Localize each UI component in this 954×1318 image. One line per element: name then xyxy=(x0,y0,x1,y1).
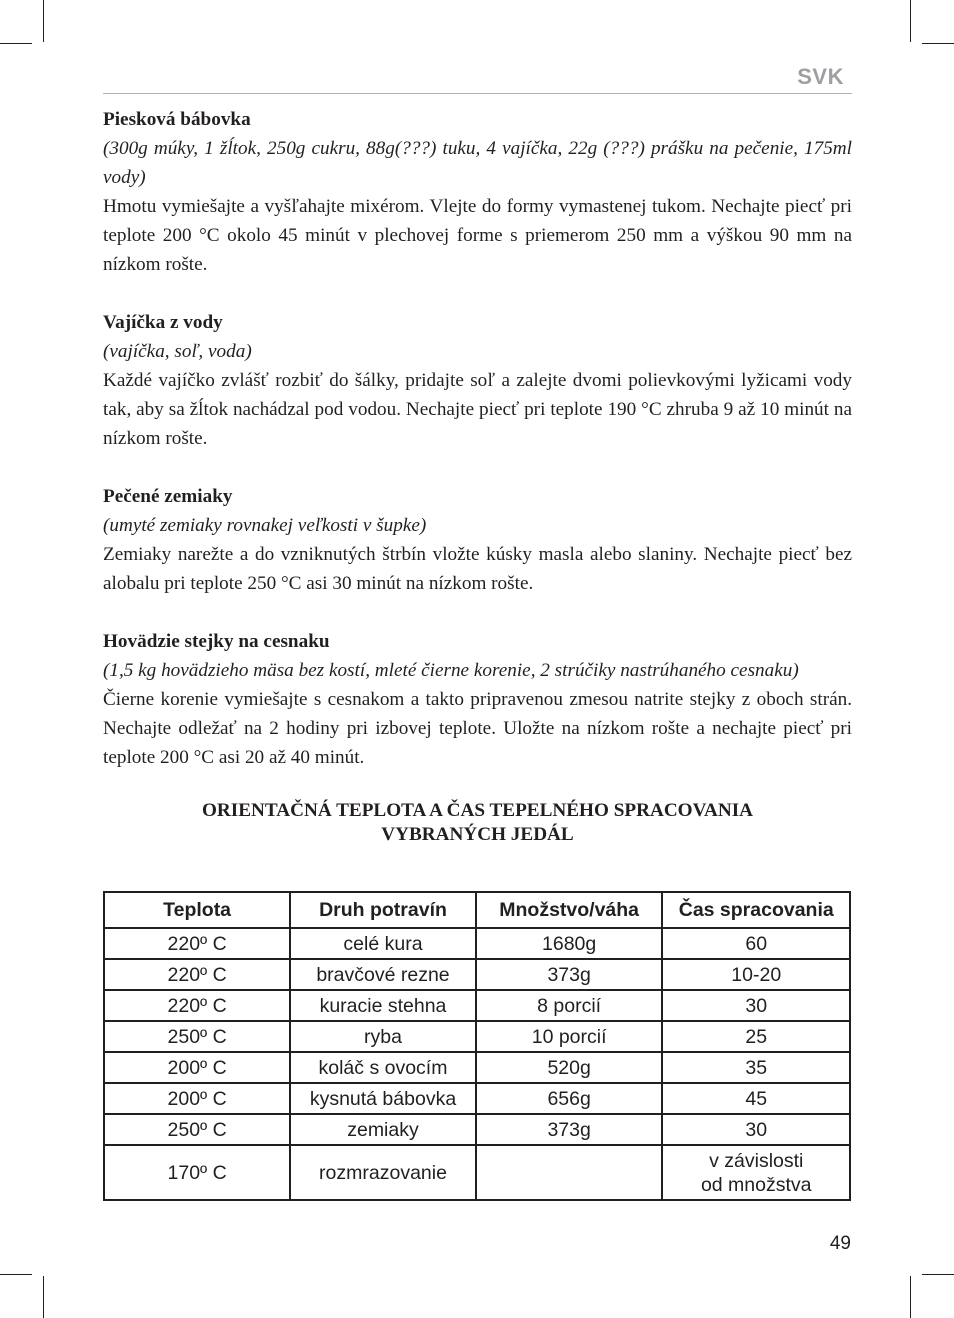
table-row xyxy=(104,959,850,990)
table-header-row xyxy=(104,892,850,928)
recipe-ingredients: (vajíčka, soľ, voda) xyxy=(103,341,252,362)
cell-food-type: bravčové rezne xyxy=(290,959,476,990)
crop-mark xyxy=(922,1274,954,1275)
crop-mark xyxy=(0,1274,32,1275)
cell-temperature: 170º C xyxy=(104,1145,290,1200)
header-divider xyxy=(103,93,852,94)
recipe-title: Hovädzie stejky na cesnaku xyxy=(103,631,330,652)
cell-temperature: 250º C xyxy=(104,1021,290,1052)
cell-quantity: 520g xyxy=(476,1052,663,1083)
header-quantity: Množstvo/váha xyxy=(476,892,663,928)
cell-time: 45 xyxy=(662,1083,850,1114)
recipe-ingredients: (300g múky, 1 žĺtok, 250g cukru, 88g(???) tuku, 4 vajíčka, 22g (???) prášku na pečenie, 175ml vody) xyxy=(103,138,852,188)
cell-time: 60 xyxy=(662,928,850,959)
table-row xyxy=(104,1145,850,1200)
cell-food-type: koláč s ovocím xyxy=(290,1052,476,1083)
crop-mark xyxy=(43,1276,44,1318)
recipe xyxy=(103,308,852,453)
recipes-section xyxy=(103,105,852,801)
table-row xyxy=(104,928,850,959)
cell-time: 30 xyxy=(662,990,850,1021)
cell-time: 35 xyxy=(662,1052,850,1083)
cell-time: 10-20 xyxy=(662,959,850,990)
crop-mark xyxy=(43,0,44,42)
recipe-ingredients: (1,5 kg hovädzieho mäsa bez kostí, mleté čierne korenie, 2 strúčiky nastrúhaného cesnaku) xyxy=(103,660,799,681)
recipe xyxy=(103,482,852,598)
cell-time: 25 xyxy=(662,1021,850,1052)
cooking-times-table xyxy=(103,891,851,1201)
cell-temperature: 200º C xyxy=(104,1083,290,1114)
table-title xyxy=(103,799,852,847)
recipe xyxy=(103,105,852,279)
recipe-instructions: Hmotu vymiešajte a vyšľahajte mixérom. Vlejte do formy vymastenej tukom. Nechajte piecť pri teplote 200 °C okolo 45 minút v plechovej forme s priemerom 250 mm a výškou 90 mm na nízkom rošte. xyxy=(103,196,852,275)
cell-quantity: 8 porcií xyxy=(476,990,663,1021)
cell-food-type: celé kura xyxy=(290,928,476,959)
table-row xyxy=(104,1114,850,1145)
cell-quantity xyxy=(476,1145,663,1200)
table-title-line: VYBRANÝCH JEDÁL xyxy=(381,824,574,845)
recipe-instructions: Každé vajíčko zvlášť rozbiť do šálky, pridajte soľ a zalejte dvomi polievkovými lyžicami vody tak, aby sa žĺtok nachádzal pod vodou. Nechajte piecť pri teplote 190 °C zhruba 9 až 10 minút na nízkom rošte. xyxy=(103,370,852,449)
recipe-title: Piesková bábovka xyxy=(103,109,251,130)
recipe-ingredients: (umyté zemiaky rovnakej veľkosti v šupke) xyxy=(103,515,427,536)
cell-time-line: od množstva xyxy=(700,1173,812,1196)
table-title-line: ORIENTAČNÁ TEPLOTA A ČAS TEPELNÉHO SPRACOVANIA xyxy=(201,800,754,821)
table-row xyxy=(104,1052,850,1083)
table-row xyxy=(104,1083,850,1114)
crop-mark xyxy=(910,1276,911,1318)
cell-quantity: 656g xyxy=(476,1083,663,1114)
language-label: SVK xyxy=(797,64,844,89)
header-temperature: Teplota xyxy=(104,892,290,928)
recipe-title: Pečené zemiaky xyxy=(103,486,233,507)
cell-food-type: ryba xyxy=(290,1021,476,1052)
cell-food-type: kuracie stehna xyxy=(290,990,476,1021)
cell-temperature: 200º C xyxy=(104,1052,290,1083)
crop-mark xyxy=(0,43,32,44)
recipe-instructions: Zemiaky narežte a do vzniknutých štrbín vložte kúsky masla alebo slaniny. Nechajte piecť bez alobalu pri teplote 250 °C asi 30 minút na nízkom rošte. xyxy=(103,544,852,594)
cell-temperature: 220º C xyxy=(104,928,290,959)
cell-time xyxy=(662,1145,850,1200)
cell-temperature: 220º C xyxy=(104,959,290,990)
page-number: 49 xyxy=(829,1233,851,1254)
recipe xyxy=(103,627,852,772)
cell-quantity: 373g xyxy=(476,959,663,990)
recipe-instructions: Čierne korenie vymiešajte s cesnakom a takto pripravenou zmesou natrite stejky z oboch strán. Nechajte odležať na 2 hodiny pri izbovej teplote. Uložte na nízkom rošte a nechajte piecť pri teplote 200 °C asi 20 až 40 minút. xyxy=(103,689,852,768)
cell-temperature: 220º C xyxy=(104,990,290,1021)
cell-temperature: 250º C xyxy=(104,1114,290,1145)
crop-mark xyxy=(922,43,954,44)
cell-food-type: rozmrazovanie xyxy=(290,1145,476,1200)
cell-time-line: v závislosti xyxy=(709,1149,804,1172)
table-row xyxy=(104,1021,850,1052)
crop-mark xyxy=(910,0,911,42)
table-row xyxy=(104,990,850,1021)
header-time: Čas spracovania xyxy=(662,892,850,928)
header-food-type: Druh potravín xyxy=(290,892,476,928)
cell-food-type: zemiaky xyxy=(290,1114,476,1145)
cell-quantity: 1680g xyxy=(476,928,663,959)
cell-food-type: kysnutá bábovka xyxy=(290,1083,476,1114)
cell-quantity: 10 porcií xyxy=(476,1021,663,1052)
cell-time: 30 xyxy=(662,1114,850,1145)
recipe-title: Vajíčka z vody xyxy=(103,312,223,333)
cell-quantity: 373g xyxy=(476,1114,663,1145)
